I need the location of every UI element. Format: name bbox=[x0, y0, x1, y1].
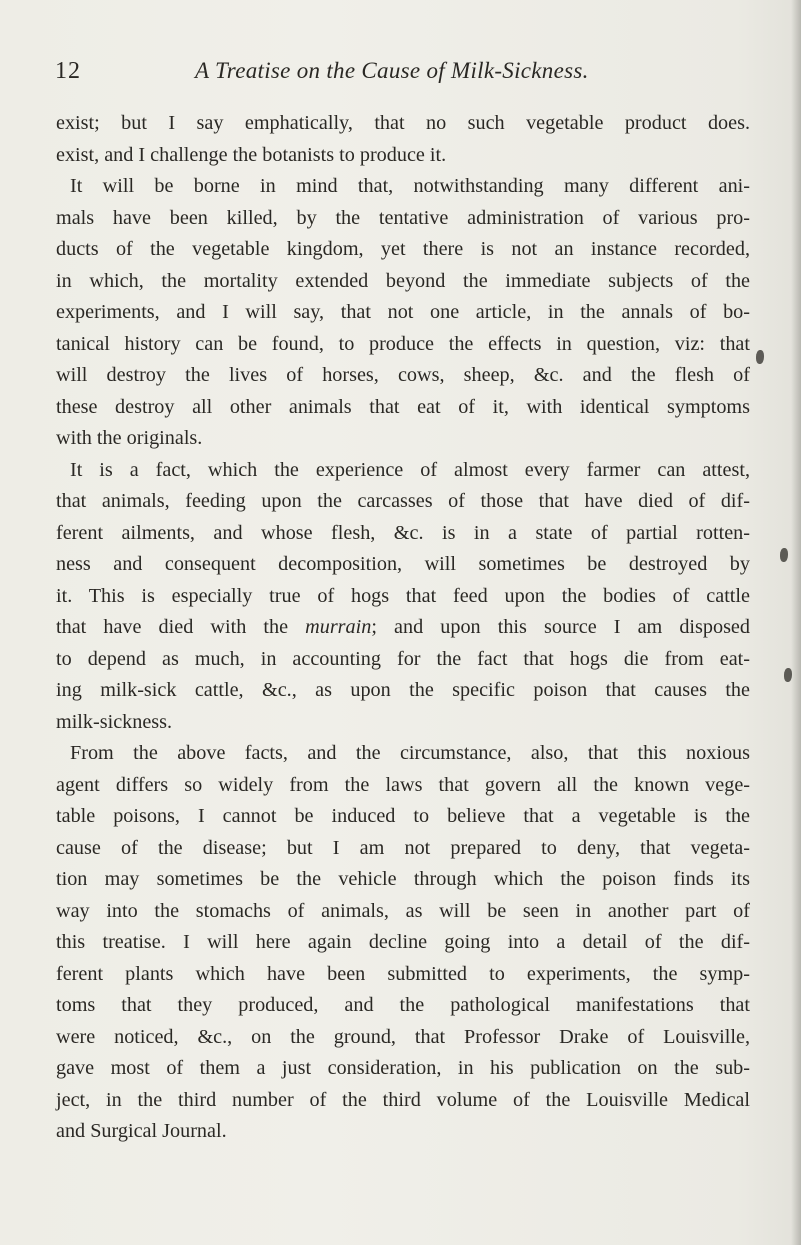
text-line: It will be borne in mind that, notwithstanding many different ani- bbox=[70, 175, 750, 197]
text-line: and Surgical Journal. bbox=[56, 1120, 227, 1142]
text-line: ferent ailments, and whose flesh, &c. is in a state of partial rotten- bbox=[56, 521, 750, 544]
text-line: table poisons, I cannot be induced to believe that a vegetable is the bbox=[56, 805, 750, 827]
text-line: were noticed, &c., on the ground, that Professor Drake of Louisville, bbox=[56, 1025, 750, 1048]
text-line: this treatise. I will here again decline going into a detail of the dif- bbox=[56, 931, 750, 953]
body-text bbox=[56, 108, 750, 1148]
text-line: ferent plants which have been submitted to experiments, the symp- bbox=[56, 962, 750, 985]
text-line: ness and consequent decomposition, will sometimes be destroyed by bbox=[56, 553, 750, 575]
page-number: 12 bbox=[55, 58, 81, 84]
text-line: agent differs so widely from the laws that govern all the known vege- bbox=[56, 773, 750, 796]
text-line: tion may sometimes be the vehicle through which the poison finds its bbox=[56, 868, 750, 890]
text-line: experiments, and I will say, that not one article, in the annals of bo- bbox=[56, 301, 750, 323]
page-header bbox=[55, 58, 755, 88]
text-line: milk-sickness. bbox=[56, 710, 173, 733]
text-line: It is a fact, which the experience of almost every farmer can attest, bbox=[70, 458, 750, 481]
text-line: that animals, feeding upon the carcasses of those that have died of dif- bbox=[56, 490, 750, 512]
text-line-with-italic bbox=[56, 612, 750, 644]
text-line: toms that they produced, and the pathological manifestations that bbox=[56, 994, 750, 1016]
ink-blot-mark bbox=[756, 350, 764, 364]
text-line: mals have been killed, by the tentative administration of various pro- bbox=[56, 206, 750, 229]
text-line: tanical history can be found, to produce the effects in question, viz: that bbox=[56, 332, 750, 355]
text-line: it. This is especially true of hogs that feed upon the bodies of cattle bbox=[56, 584, 750, 607]
ink-blot-mark bbox=[784, 668, 792, 682]
text-line: will destroy the lives of horses, cows, sheep, &c. and the flesh of bbox=[56, 364, 750, 386]
text-line: ducts of the vegetable kingdom, yet there is not an instance recorded, bbox=[56, 238, 750, 260]
italic-term: murrain bbox=[305, 616, 372, 638]
text-line: From the above facts, and the circumstance, also, that this noxious bbox=[70, 742, 750, 764]
text-fragment: that have died with the bbox=[56, 616, 306, 638]
text-line: to depend as much, in accounting for the fact that hogs die from eat- bbox=[56, 647, 750, 670]
text-line: exist; but I say emphatically, that no such vegetable product does. bbox=[56, 112, 750, 134]
text-line: with the originals. bbox=[56, 427, 203, 449]
text-line: ject, in the third number of the third volume of the Louisville Medical bbox=[56, 1088, 750, 1111]
text-line: in which, the mortality extended beyond the immediate subjects of the bbox=[56, 269, 750, 292]
text-line: gave most of them a just consideration, in his publication on the sub- bbox=[56, 1057, 750, 1079]
ink-blot-mark bbox=[780, 548, 788, 562]
text-line: exist, and I challenge the botanists to produce it. bbox=[56, 143, 447, 166]
text-fragment: ; and upon this source I am disposed bbox=[371, 616, 750, 638]
text-line: ing milk-sick cattle, &c., as upon the specific poison that causes the bbox=[56, 679, 750, 701]
text-line: way into the stomachs of animals, as will be seen in another part of bbox=[56, 899, 750, 922]
running-title: A Treatise on the Cause of Milk-Sickness. bbox=[195, 58, 589, 83]
text-line: these destroy all other animals that eat of it, with identical symptoms bbox=[56, 395, 750, 418]
text-line: cause of the disease; but I am not prepared to deny, that vegeta- bbox=[56, 836, 750, 859]
page-edge-shadow bbox=[791, 0, 801, 1245]
